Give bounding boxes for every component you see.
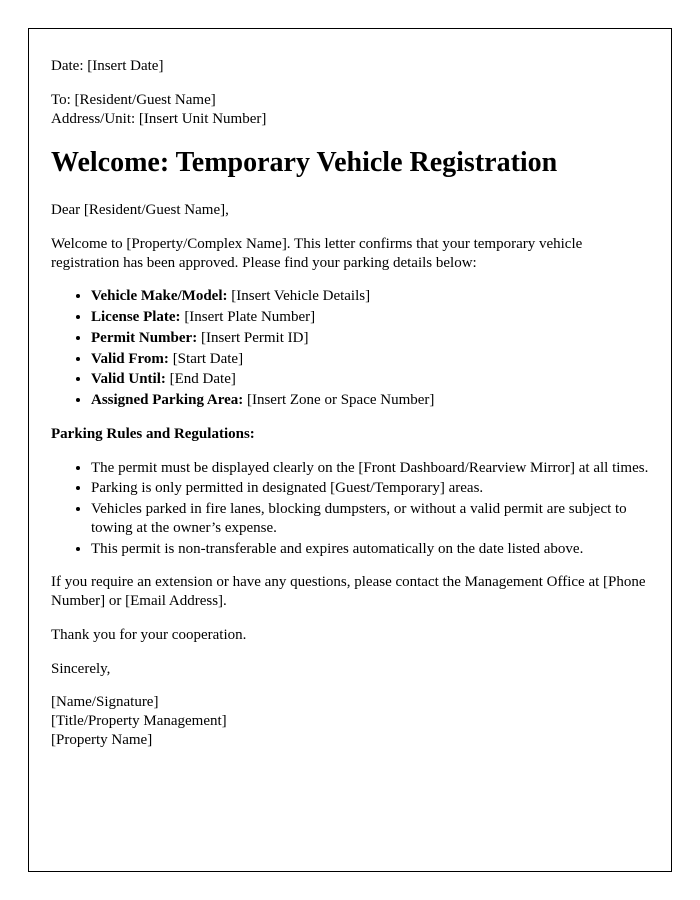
recipient-block — [51, 91, 649, 129]
detail-value: [End Date] — [169, 371, 236, 388]
signature-property: [Property Name] — [51, 731, 153, 748]
signature-block — [51, 693, 649, 749]
detail-label: Assigned Parking Area: — [91, 392, 244, 409]
contact-paragraph: If you require an extension or have any questions, please contact the Management Office at [Phone Number] or [Email Address]. — [51, 574, 646, 610]
to-line: To: [Resident/Guest Name] — [51, 91, 216, 108]
detail-item-parking-area — [91, 391, 649, 410]
detail-item-valid-until — [91, 370, 649, 389]
signature-title: [Title/Property Management] — [51, 713, 227, 730]
detail-value: [Start Date] — [172, 350, 244, 367]
detail-label: License Plate: — [91, 309, 181, 326]
closing-line: Sincerely, — [51, 660, 111, 677]
detail-label: Valid Until: — [91, 371, 166, 388]
address-line: Address/Unit: [Insert Unit Number] — [51, 110, 267, 127]
detail-item-license-plate — [91, 308, 649, 327]
rules-heading: Parking Rules and Regulations: — [51, 425, 255, 442]
letter-content — [29, 29, 671, 750]
rules-list — [51, 459, 649, 559]
detail-value: [Insert Vehicle Details] — [231, 288, 371, 305]
rule-item: • Parking is only permitted in designated [Guest/Temporary] areas. — [91, 479, 649, 498]
detail-label: Permit Number: — [91, 329, 198, 346]
detail-value: [Insert Plate Number] — [184, 309, 316, 326]
signature-name: [Name/Signature] — [51, 694, 159, 711]
rule-item: • Vehicles parked in fire lanes, blocking dumpsters, or without a valid permit are subject to towing at the owner’s expense. — [91, 500, 649, 538]
detail-item-permit-number — [91, 329, 649, 348]
detail-value: [Insert Permit ID] — [200, 329, 309, 346]
rule-item: • The permit must be displayed clearly on the [Front Dashboard/Rearview Mirror] at all times. — [91, 459, 649, 478]
detail-item-vehicle — [91, 287, 649, 306]
detail-label: Vehicle Make/Model: — [91, 288, 228, 305]
date-line: Date: [Insert Date] — [51, 58, 164, 74]
intro-paragraph: Welcome to [Property/Complex Name]. This letter confirms that your temporary vehicle registration has been approved. Please find your parking details below: — [51, 235, 583, 271]
letter-page — [28, 28, 672, 872]
detail-label: Valid From: — [91, 350, 169, 367]
rule-item: • This permit is non-transferable and expires automatically on the date listed above. — [91, 540, 649, 559]
detail-item-valid-from — [91, 350, 649, 369]
thanks-line: Thank you for your cooperation. — [51, 626, 247, 643]
salutation: Dear [Resident/Guest Name], — [51, 202, 229, 219]
vehicle-details-list — [51, 287, 649, 410]
letter-title: Welcome: Temporary Vehicle Registration — [51, 147, 558, 179]
detail-value: [Insert Zone or Space Number] — [246, 392, 435, 409]
